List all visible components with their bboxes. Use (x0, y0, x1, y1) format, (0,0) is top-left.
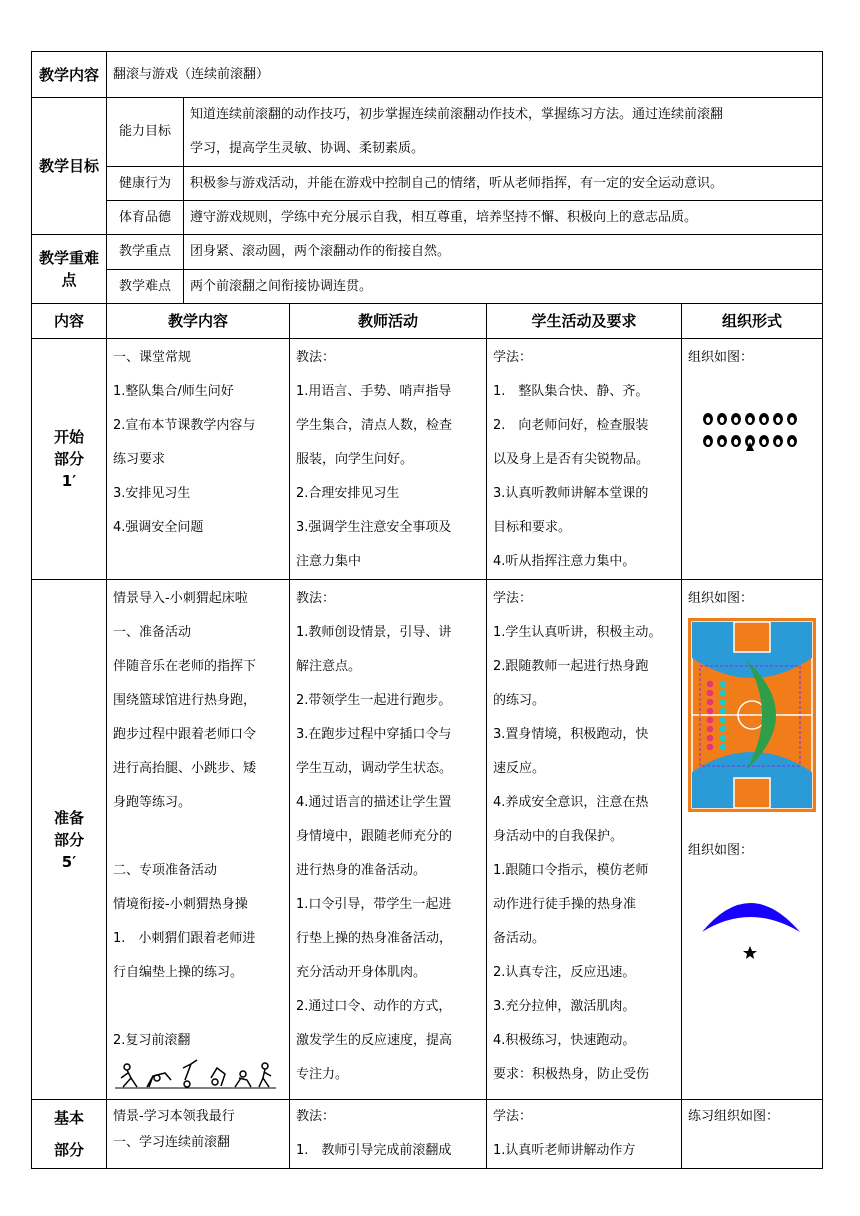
organization-form: 组织如图： 组织如图： (682, 580, 823, 1100)
column-header-row (32, 304, 823, 339)
keypoint-name: 教学重点 (107, 235, 184, 270)
court-student-dot (707, 708, 714, 715)
column-header: 学生活动及要求 (487, 304, 682, 339)
section-name: 开始 部分 1′ (32, 339, 107, 580)
student-marker-face (762, 439, 766, 445)
goals-label: 教学目标 (32, 98, 107, 235)
goal-name: 能力目标 (107, 98, 184, 167)
court-student-dot (720, 681, 727, 688)
court-student-dot (720, 726, 727, 733)
formation-diagram (688, 375, 816, 465)
student-marker-face (706, 417, 710, 423)
student-activity: 学法： 1.认真听老师讲解动作方 (487, 1100, 682, 1169)
court-student-dot (707, 726, 714, 733)
goal-text: 积极参与游戏活动，并能在游戏中控制自己的情绪，听从老师指挥，有一定的安全运动意识。 (184, 167, 823, 201)
teaching-content: 一、课堂常规 1.整队集合/师生问好 2.宣布本节课教学内容与 练习要求 3.安排见习生 4.强调安全问题 (107, 339, 290, 580)
court-student-dot (707, 699, 714, 706)
keypoint-text: 团身紧、滚动圆，两个滚翻动作的衔接自然。 (184, 235, 823, 270)
section-name: 准备 部分 5′ (32, 580, 107, 1100)
difficulty-row (32, 270, 823, 304)
court-student-dot (720, 699, 727, 706)
organization-form: 组织如图： (682, 339, 823, 580)
court-student-dot (707, 717, 714, 724)
section-prep (32, 580, 823, 1100)
court-student-dot (707, 681, 714, 688)
goal-name: 体育品德 (107, 201, 184, 235)
student-marker-face (734, 417, 738, 423)
court-student-dot (720, 744, 727, 751)
student-marker-face (762, 417, 766, 423)
goal-row-health (32, 167, 823, 201)
keypoint-text: 两个前滚翻之间衔接协调连贯。 (184, 270, 823, 304)
student-activity: 学法： 1. 整队集合快、静、齐。 2. 向老师问好，检查服装 以及身上是否有尖锐物品。 3.认真听教师讲解本堂课的 目标和要求。 4.听从指挥注意力集中。 (487, 339, 682, 580)
court-student-dot (720, 717, 727, 724)
teacher-activity: 教法： 1.用语言、手势、哨声指导 学生集合，清点人数，检查 服装，向学生问好。 2.合理安排见习生 3.强调学生注意安全事项及 注意力集中 (290, 339, 487, 580)
section-start (32, 339, 823, 580)
student-marker-face (720, 417, 724, 423)
column-header: 教师活动 (290, 304, 487, 339)
keypoint-row (32, 235, 823, 270)
goal-name: 健康行为 (107, 167, 184, 201)
teacher-activity: 教法： 1.教师创设情景，引导、讲 解注意点。 2.带领学生一起进行跑步。 3.在跑步过程中穿插口令与 学生互动，调动学生状态。 4.通过语言的描述让学生置 身情境中，跟随老师充分的 进行热身的准备活动。 1.口令引导，带学生一起进 行垫上操的热身准备活动， 充分活动开身体肌肉。 2.通过口令、动作的方式， 激发学生的反应速度，提高 专注力。 (290, 580, 487, 1100)
teacher-activity: 教法： 1. 教师引导完成前滚翻成 (290, 1100, 487, 1169)
keypoint-name: 教学难点 (107, 270, 184, 304)
court-student-dot (720, 735, 727, 742)
court-student-dot (707, 735, 714, 742)
court-student-dot (720, 690, 727, 697)
student-marker-face (706, 439, 710, 445)
basketball-court-diagram (688, 618, 816, 812)
student-marker-face (790, 417, 794, 423)
student-marker-face (776, 417, 780, 423)
student-marker-face (720, 439, 724, 445)
student-marker-face (748, 417, 752, 423)
organization-form: 练习组织如图： (682, 1100, 823, 1169)
teaching-content: 情景导入-小刺猬起床啦 一、准备活动 伴随音乐在老师的指挥下 围绕篮球馆进行热身跑， 跑步过程中跟着老师口令 进行高抬腿、小跳步、矮 身跑等练习。 二、专项准备活动 情境衔接-小刺猬热身操 1. 小刺猬们跟着老师进 行自编垫上操的练习。 2.复习前滚翻 (107, 580, 290, 1100)
keypoints-label: 教学重难点 (32, 235, 107, 304)
section-name: 基本 部分 (32, 1100, 107, 1169)
content-value: 翻滚与游戏（连续前滚翻） (107, 52, 823, 98)
goal-text: 知道连续前滚翻的动作技巧，初步掌握连续前滚翻动作技术，掌握练习方法。通过连续前滚翻 学习，提高学生灵敏、协调、柔韧素质。 (184, 98, 823, 167)
goal-row-ability (32, 98, 823, 167)
court-student-dot (707, 690, 714, 697)
goal-text: 遵守游戏规则，学练中充分展示自我，相互尊重，培养坚持不懈、积极向上的意志品质。 (184, 201, 823, 235)
lesson-plan-table (31, 51, 823, 1169)
court-student-dot (707, 744, 714, 751)
arc-formation-diagram (688, 874, 816, 974)
student-marker-face (734, 439, 738, 445)
column-header: 内容 (32, 304, 107, 339)
column-header: 教学内容 (107, 304, 290, 339)
court-student-dot (720, 708, 727, 715)
student-marker-face (776, 439, 780, 445)
section-basic (32, 1100, 823, 1169)
content-label: 教学内容 (32, 52, 107, 98)
teaching-content: 情景-学习本领我最行 一、学习连续前滚翻 (107, 1100, 290, 1169)
teacher-star (743, 946, 757, 959)
student-marker-face (790, 439, 794, 445)
column-header: 组织形式 (682, 304, 823, 339)
forward-roll-illustration (113, 1058, 278, 1090)
student-activity: 学法： 1.学生认真听讲，积极主动。 2.跟随教师一起进行热身跑 的练习。 3.置身情境，积极跑动，快 速反应。 4.养成安全意识，注意在热 身活动中的自我保护。 1.跟随口令指示，模仿老师 动作进行徒手操的热身准 备活动。 2.认真专注，反应迅速。 3.充分拉伸，激活肌肉。 4.积极练习，快速跑动。 要求：积极热身，防止受伤 (487, 580, 682, 1100)
content-row (32, 52, 823, 98)
goal-row-morality (32, 201, 823, 235)
